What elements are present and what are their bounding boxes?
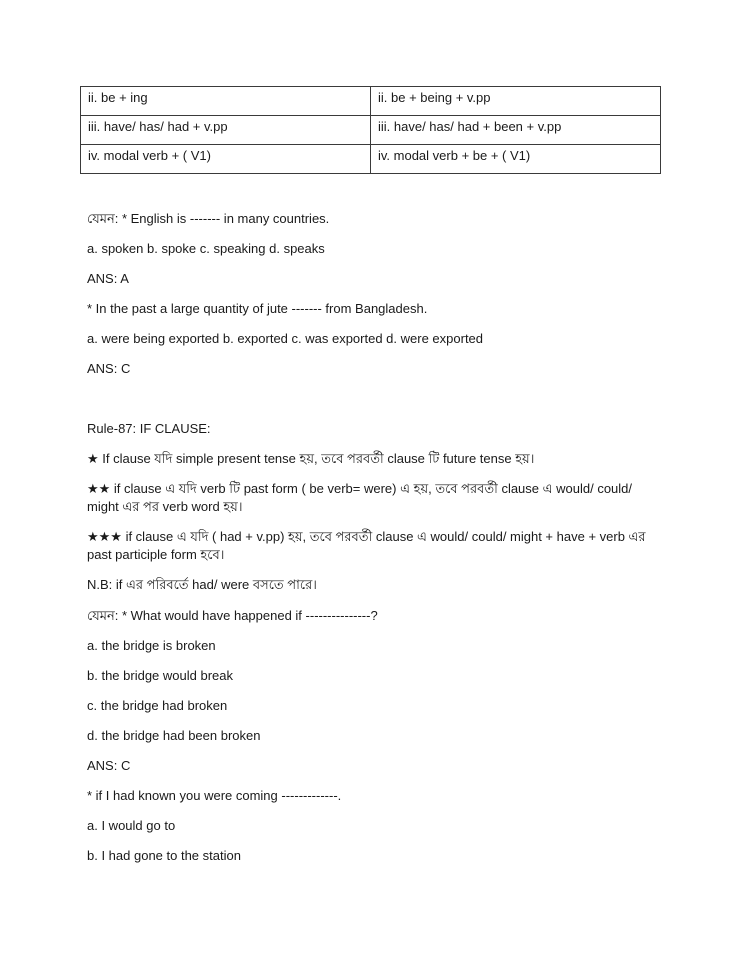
answer-key: ANS: C	[87, 758, 131, 773]
rule-heading: Rule-87: IF CLAUSE:	[87, 421, 211, 436]
answer-option: c. the bridge had broken	[87, 698, 228, 713]
answer-option: b. the bridge would break	[87, 668, 233, 683]
table-cell: iv. modal verb + ( V1)	[81, 145, 371, 174]
example-question: যেমন: * What would have happened if ---------------?	[87, 608, 378, 623]
answer-option: a. the bridge is broken	[87, 638, 216, 653]
table-cell: iii. have/ has/ had + been + v.pp	[371, 116, 661, 145]
answer-options: a. were being exported b. exported c. was exported d. were exported	[87, 331, 484, 346]
rule-point-2: ★★ if clause এ যদি verb টি past form ( be verb= were) এ হয়, তবে পরবর্তী clause এ would/ could/ might এর পর verb word হয়।	[87, 481, 633, 514]
table-cell: ii. be + ing	[81, 87, 371, 116]
table-cell: iii. have/ has/ had + v.pp	[81, 116, 371, 145]
rule-point-3: ★★★ if clause এ যদি ( had + v.pp) হয়, তবে পরবর্তী clause এ would/ could/ might + have + verb এর past participle form হবে।	[87, 529, 646, 562]
answer-key: ANS: C	[87, 361, 131, 376]
table-row	[81, 87, 661, 116]
answer-option: b. I had gone to the station	[87, 848, 241, 863]
example-question: যেমন: * English is ------- in many countries.	[87, 211, 330, 226]
answer-option: d. the bridge had been broken	[87, 728, 261, 743]
table-row	[81, 145, 661, 174]
answer-option: a. I would go to	[87, 818, 176, 833]
rule-point-1: ★ If clause যদি simple present tense হয়, তবে পরবর্তী clause টি future tense হয়।	[87, 451, 535, 466]
table-cell: iv. modal verb + be + ( V1)	[371, 145, 661, 174]
note: N.B: if এর পরিবর্তে had/ were বসতে পারে।	[87, 577, 317, 592]
answer-options: a. spoken b. spoke c. speaking d. speaks	[87, 241, 325, 256]
example-question: * if I had known you were coming -------------.	[87, 788, 342, 803]
table-row	[81, 116, 661, 145]
tense-rules-table	[80, 86, 661, 174]
table-cell: ii. be + being + v.pp	[371, 87, 661, 116]
example-question: * In the past a large quantity of jute ------- from Bangladesh.	[87, 301, 428, 316]
answer-key: ANS: A	[87, 271, 129, 286]
